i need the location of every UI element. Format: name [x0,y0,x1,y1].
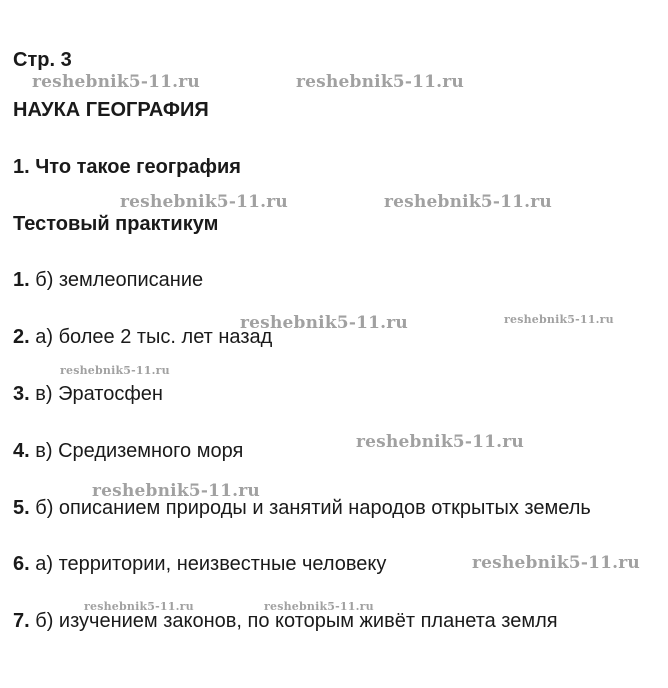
watermark: reshebnik5-11.ru [32,72,200,92]
answer-text: б) описанием природы и занятий народов открытых земель [29,497,591,519]
answer-number: 5. [13,497,30,519]
watermark: reshebnik5-11.ru [504,313,614,326]
watermark: reshebnik5-11.ru [384,192,552,212]
answer-text: а) территории, неизвестные человеку [29,553,387,575]
answer-item [13,552,386,576]
watermark: reshebnik5-11.ru [120,192,288,212]
answer-text: б) изучением законов, по которым живёт планета земля [29,610,558,632]
answer-number: 2. [13,326,30,348]
page-label: Стр. 3 [13,49,72,71]
answer-number: 7. [13,610,30,632]
answer-item [13,325,272,349]
answer-text: в) Средиземного моря [29,440,244,462]
watermark: reshebnik5-11.ru [472,553,640,573]
answer-number: 3. [13,383,30,405]
watermark: reshebnik5-11.ru [84,600,194,613]
watermark: reshebnik5-11.ru [296,72,464,92]
topic-title: 1. Что такое география [13,156,241,178]
watermark: reshebnik5-11.ru [264,600,374,613]
answer-number: 1. [13,269,30,291]
answer-text: в) Эратосфен [29,383,163,405]
watermark: reshebnik5-11.ru [60,364,170,377]
watermark: reshebnik5-11.ru [240,313,408,333]
answer-item [13,268,203,292]
watermark: reshebnik5-11.ru [92,481,260,501]
answer-text: а) более 2 тыс. лет назад [29,326,273,348]
section-title: НАУКА ГЕОГРАФИЯ [13,99,209,121]
answer-text: б) землеописание [29,269,204,291]
watermark: reshebnik5-11.ru [356,432,524,452]
practice-title: Тестовый практикум [13,213,219,235]
answer-item [13,439,243,463]
answer-item [13,382,163,406]
answer-number: 6. [13,553,30,575]
answer-number: 4. [13,440,30,462]
